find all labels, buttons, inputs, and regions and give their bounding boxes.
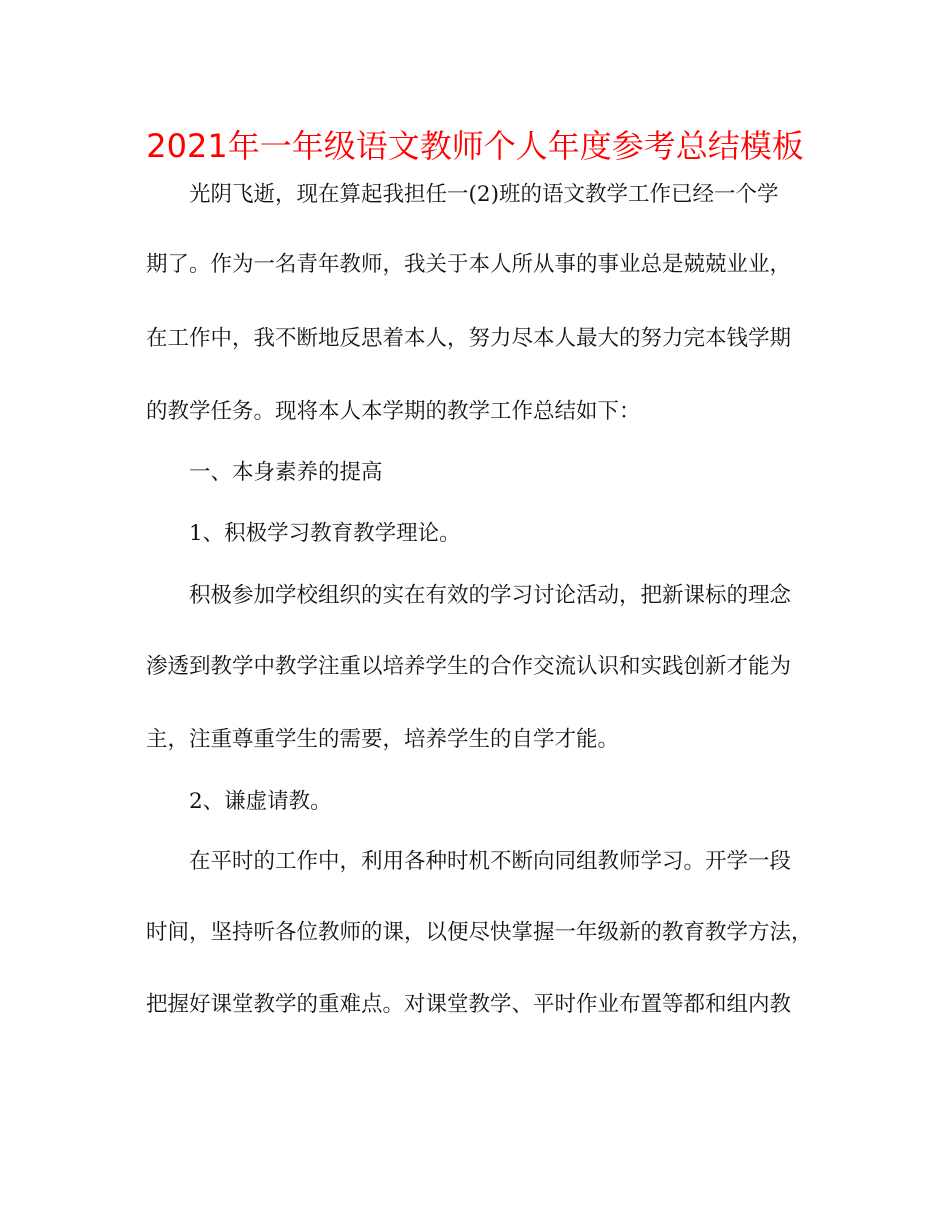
paragraph-line: 光阴飞逝，现在算起我担任一(2)班的语文教学工作已经一个学 — [189, 182, 779, 207]
paragraph-line: 在平时的工作中，利用各种时机不断向同组教师学习。开学一段 — [189, 849, 792, 874]
paragraph-line: 积极参加学校组织的实在有效的学习讨论活动，把新课标的理念 — [189, 583, 792, 608]
paragraph-line: 主，注重尊重学生的需要，培养学生的自学才能。 — [146, 727, 620, 752]
document-title: 2021年一年级语文教师个人年度参考总结模板 — [146, 127, 804, 165]
paragraph-line: 把握好课堂教学的重难点。对课堂教学、平时作业布置等都和组内教 — [146, 992, 792, 1017]
paragraph-line: 的教学任务。现将本人本学期的教学工作总结如下： — [146, 399, 641, 424]
paragraph-line: 时间，坚持听各位教师的课，以便尽快掌握一年级新的教育教学方法， — [146, 920, 813, 945]
section-heading: 一、本身素养的提高 — [189, 460, 383, 485]
paragraph-line: 渗透到教学中教学注重以培养学生的合作交流认识和实践创新才能为 — [146, 654, 792, 679]
paragraph-line: 期了。作为一名青年教师，我关于本人所从事的事业总是兢兢业业， — [146, 252, 792, 277]
paragraph-line: 在工作中，我不断地反思着本人，努力尽本人最大的努力完本钱学期 — [146, 326, 792, 351]
subsection-heading: 1、积极学习教育教学理论。 — [189, 521, 461, 546]
subsection-heading: 2、谦虚请教。 — [189, 789, 332, 814]
